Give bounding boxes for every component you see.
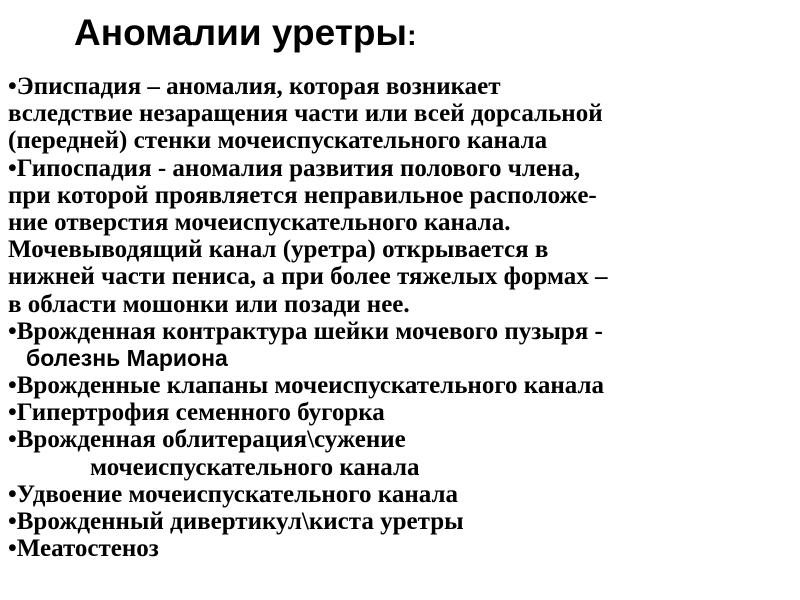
slide-body [8,73,794,562]
epispadias-text-line: вследствие незаращения части или всей дорсальной [8,100,603,128]
urethral-obliteration-text-line: мочеиспускательного канала [90,453,420,481]
hypospadias-text-line: Мочевыводящий канал (уретра) открывается в [8,236,549,264]
urethral-valves-item: •Врожденные клапаны мочеиспускательного канала [8,372,604,400]
slide-title-colon: : [407,20,417,52]
seminal-colliculus-hypertrophy-item: •Гипертрофия семенного бугорка [8,399,385,427]
hypospadias-text-line: нижней части пениса, а при более тяжелых формах – [8,263,608,291]
urethral-duplication-item: •Удвоение мочеиспускательного канала [8,480,458,508]
marion-disease-line: болезнь Мариона [26,344,228,371]
epispadias-item: •Эписпадия – аномалия, которая возникает [8,73,501,100]
slide-title [74,8,417,61]
urethral-diverticulum-item: •Врожденный дивертикул\киста уретры [8,508,464,535]
hypospadias-text-line: в области мошонки или позади нее. [8,290,410,318]
epispadias-text-line: (передней) стенки мочеиспускательного канала [8,127,548,155]
hypospadias-text-line: при которой проявляется неправильное расположе- [8,181,597,209]
slide-title-text: Аномалии уретры [74,12,408,53]
urethral-obliteration-item: •Врожденная облитерация\сужение [8,426,406,454]
hypospadias-item: •Гипоспадия - аномалия развития полового члена, [8,154,581,182]
meatostenosis-item: •Меатостеноз [8,535,159,563]
hypospadias-text-line: ние отверстия мочеиспускательного канала. [8,208,511,236]
bladder-neck-contracture-item: •Врожденная контрактура шейки мочевого пузыря - [8,317,603,345]
